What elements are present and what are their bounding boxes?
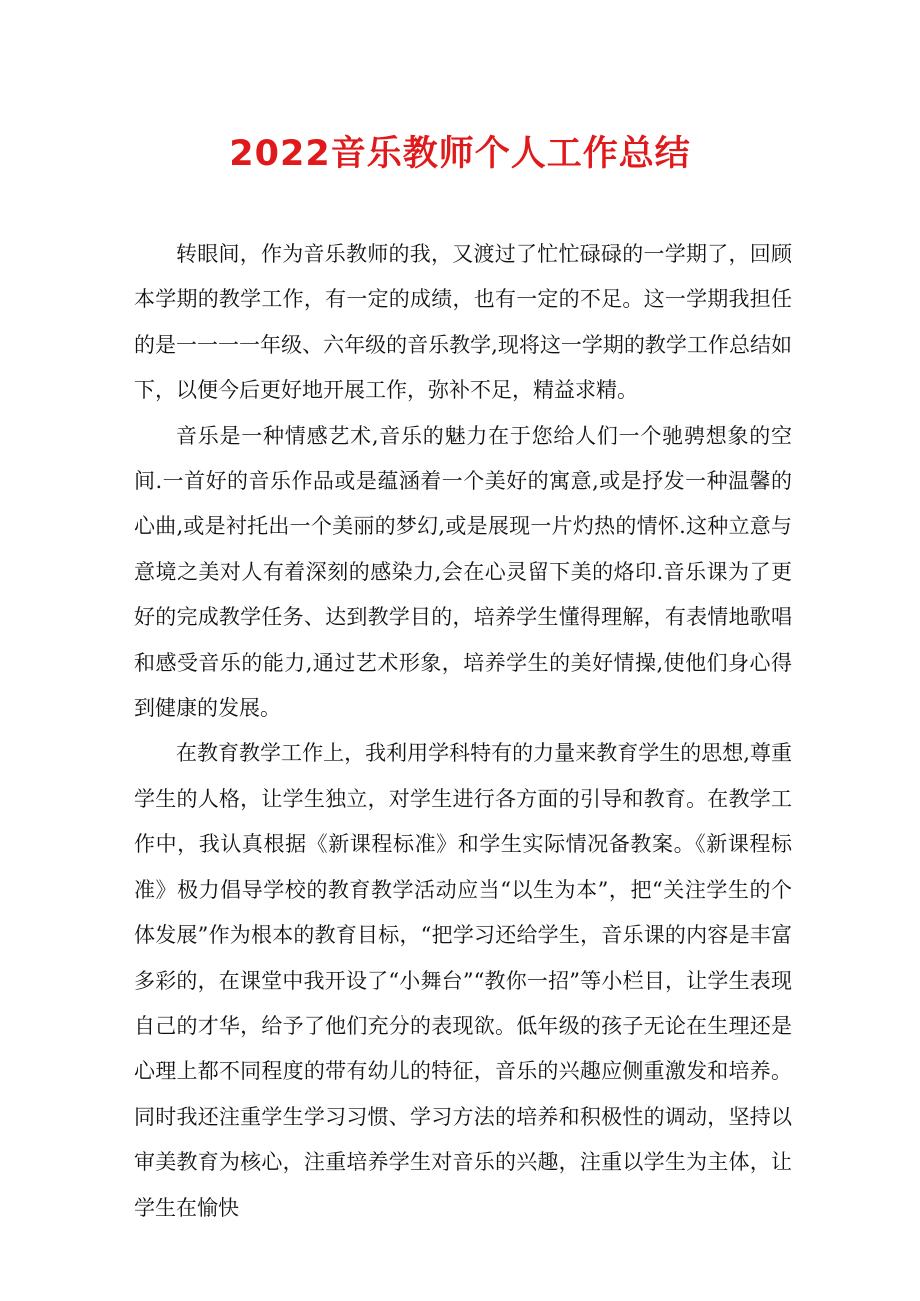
document-body [134,232,792,1231]
paragraph-3: 在教育教学工作上，我利用学科特有的力量来教育学生的思想,尊重学生的人格，让学生独立，对学生进行各方面的引导和教育。在教学工作中，我认真根据《新课程标准》和学生实际情况备教案。《新课程标准》极力倡导学校的教育教学活动应当“以生为本”，把“关注学生的个体发展”作为根本的教育目标，“把学习还给学生，音乐课的内容是丰富多彩的，在课堂中我开设了“小舞台”“教你一招”等小栏目，让学生表现自己的才华，给予了他们充分的表现欲。低年级的孩子无论在生理还是心理上都不同程度的带有幼儿的特征，音乐的兴趣应侧重激发和培养。同时我还注重学生学习习惯、学习方法的培养和积极性的调动，坚持以审美教育为核心，注重培养学生对音乐的兴趣，注重以学生为主体，让学生在愉快 [134,741,792,1220]
paragraph-2: 音乐是一种情感艺术,音乐的魅力在于您给人们一个驰骋想象的空间.一首好的音乐作品或是蕴涵着一个美好的寓意,或是抒发一种温馨的心曲,或是衬托出一个美丽的梦幻,或是展现一片灼热的情怀.这种立意与意境之美对人有着深刻的感染力,会在心灵留下美的烙印.音乐课为了更好的完成教学任务、达到教学目的，培养学生懂得理解，有表情地歌唱和感受音乐的能力,通过艺术形象，培养学生的美好情操,使他们身心得到健康的发展。 [134,423,792,721]
paragraph-1: 转眼间，作为音乐教师的我，又渡过了忙忙碌碌的一学期了，回顾本学期的教学工作，有一定的成绩，也有一定的不足。这一学期我担任的是一一一一年级、六年级的音乐教学,现将这一学期的教学工作总结如下，以便今后更好地开展工作，弥补不足，精益求精。 [134,242,792,403]
document-title: 2022音乐教师个人工作总结 [229,134,691,174]
